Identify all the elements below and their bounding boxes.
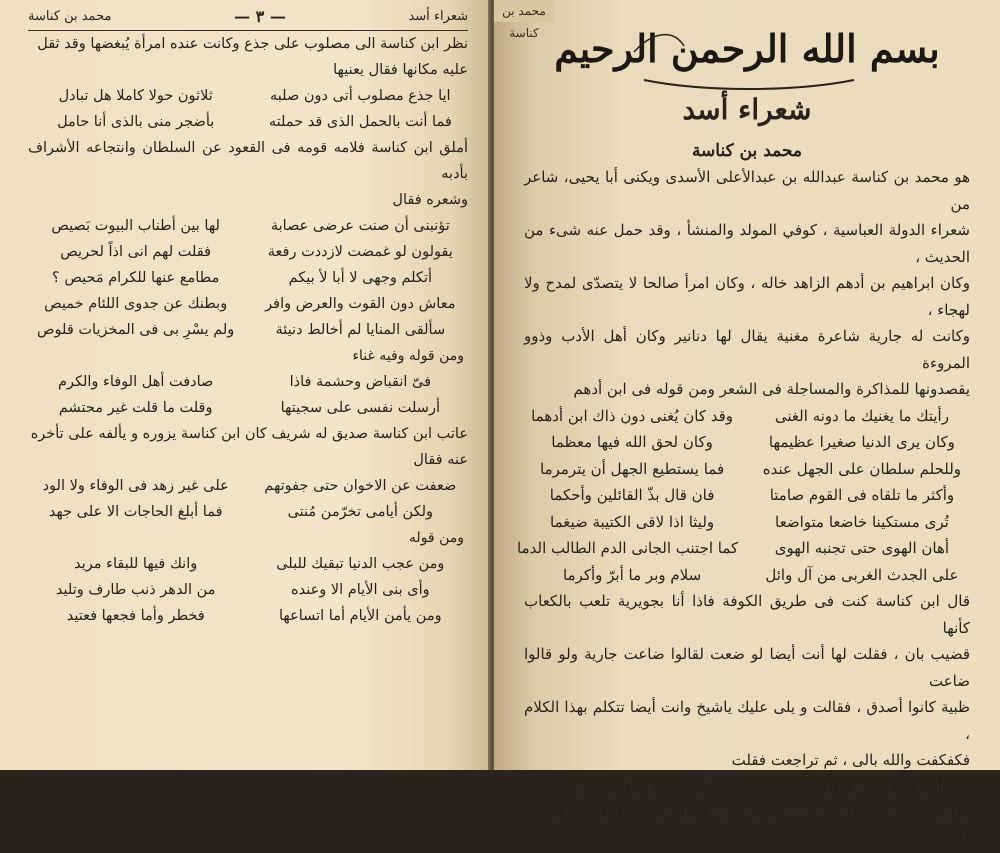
running-header: محمد بن كناسة [494,0,554,22]
basmala-calligraphy [524,22,970,84]
verse-line [28,603,468,629]
verse-first-hemistich: تؤنبنى أن صنت عرضى عصابة [270,218,450,234]
verse-first-hemistich: فىّ انقباض وحشمة فاذا [289,374,432,390]
verse-line [28,317,468,343]
verse-first-hemistich: وكان يرى الدنيا صغيرا عظيمها [768,433,955,451]
verse-first-hemistich: ولكن أيامى تخرّمن مُنتى [287,504,434,520]
verse-line [28,473,468,499]
prose-line: عليه مكانها فقال يعنيها [333,62,468,78]
prose-line: وشعره فقال [392,192,468,208]
verse-second-hemistich: لها بين أطناب البيوت بَصيص [51,218,220,234]
prose-line: نظر ابن كناسة الى مصلوب على جذع وكانت عنده امرأة يُبغضها وقد ثقل [37,36,468,52]
verse-second-hemistich: مطامع عنها للكرام مَحيص ؟ [52,270,220,286]
verse-first-hemistich: وللحلم سلطان على الجهل عنده [762,459,962,478]
verse-line [28,577,468,603]
verse-first-hemistich: رأيتك ما يغنيك ما دونه الغنى [774,406,949,425]
verse-second-hemistich: ولكن تقطعى ولا ريب بى شيخ [539,777,725,796]
prose-line: يقصدونها للمذاكرة والمساجلة فى الشعر ومن قوله فى ابن أدهم [573,380,970,398]
verse-line [524,403,970,430]
prose-line: قضيب بان ، فقلت لها أنت أيضا لو ضعت لقالوا ضاعت جارية ولو قالوا ضاعت [524,645,970,690]
verse-second-hemistich: فما أبلغ الحاجات الا على جهد [48,504,223,520]
verse-second-hemistich: على غير زهد فى الوفاء ولا الود [42,478,229,494]
prose-line: فكفكفت والله بالى ، ثم تراجعت فقلت [731,751,970,769]
verse-second-hemistich: سلام وبر ما أبرّ وأكرما [562,565,702,584]
verse-line [28,499,468,525]
verse-second-hemistich: وبطنك عن جدوى اللئام خميص [44,296,228,312]
verse-intro: ومن قوله [408,530,464,546]
verse-line [28,395,468,421]
prose-line: قال ابن كناسة كنت فى طريق الكوفة فاذا أنا بجويرية تلعب بالكعاب كأنها [524,592,970,637]
verse-first-hemistich: معاش دون القوت والعرض وافر [265,296,456,312]
verse-line [524,774,970,801]
verse-second-hemistich: فخطر وأما فجعها فعتيد [66,608,205,624]
verse-first-hemistich: ايا جذع مصلوب أتى دون صلبه [270,88,451,104]
verse-intro: ومن قوله وفيه غناء [352,348,464,364]
page-header [28,2,468,31]
verse-second-hemistich: وانك فيها للبقاء مريد [74,556,198,572]
verse-first-hemistich: وأكثر ما تلقاه فى القوم صامتا [769,486,955,504]
verse-line [28,109,468,135]
basmala-flourish [524,22,970,92]
verse-line [524,456,970,483]
page-number: — ٣ — [234,6,286,26]
verse-first-hemistich: سألقى المنايا لم أخالط دنيئة [275,322,446,338]
verse-second-hemistich: من الدهر ذنب طارف وتليد [55,582,216,598]
verse-first-hemistich: ومن يأمن الأيام أما اتساعها [279,608,442,624]
verse-line [28,369,468,395]
verse-line [517,535,970,562]
verse-first-hemistich: وأى بنى الأيام الا وعنده [291,582,430,598]
left-body [28,31,468,629]
verse-second-hemistich: وليثا اذا لاقى الكتيبة ضيغما [550,512,715,531]
header-poet-name: محمد بن كناسة [28,8,112,24]
verse-line [28,239,468,265]
prose-line: عاتب ابن كناسة صديق له شريف كان ابن كناسة يزوره و يألفه على تأخره [30,426,468,442]
verse-line [28,291,468,317]
verse-second-hemistich: فما يستطيع الجهل أن يترمرما [540,459,725,478]
header-book-title: شعراء أسد [408,8,468,24]
verse-first-hemistich: ومن عجب الدنيا تبقيك للبلى [276,556,445,572]
verse-line [28,551,468,577]
prose-line: فقالت لى وهى تلعب وتبسمت فما أصنع بك أنا اذاً ؟ فقلت لاشىء وانصرفت [524,804,970,849]
verse-line [524,482,970,509]
verse-first-hemistich: فما أنت بالحمل الذى قد حملته [268,114,452,130]
prose-line: وكانت له جارية شاعرة مغنية يقال لها دنانير وكان أهل الأدب وذوو المروءة [524,327,970,372]
section-title: محمد بن كناسة [691,141,803,161]
verse-line [28,265,468,291]
verse-second-hemistich: فقلت لهم انى اذاً لحريص [60,244,212,260]
verse-line [524,429,970,456]
verse-second-hemistich: وكان لحق الله فيها معظما [551,433,713,451]
verse-line [28,83,468,109]
prose-line: عنه فقال [413,452,468,468]
verse-second-hemistich: وقلت ما قلت غير محتشم [58,400,213,416]
verse-second-hemistich: صادفت أهل الوفاء والكرم [57,374,214,390]
verse-first-hemistich: على الجدث الغربى من آل وائل [765,565,959,584]
verse-second-hemistich: ولم يسْرِ بى فى المخزيات قلوص [37,322,235,338]
verse-first-hemistich: أهان الهوى حتى تجنبه الهوى [774,539,950,557]
verse-second-hemistich: كما اجتنب الجانى الدم الطالب الدما [517,539,739,557]
right-page [494,0,1000,849]
chapter-title: شعراء أسد [682,93,812,126]
verse-first-hemistich: أرسلت نفسى على سجيتها [280,400,440,416]
verse-line [524,562,970,589]
verse-first-hemistich: يقولون لو غمضت لازددت رفعة [267,244,453,260]
prose-line: أملق ابن كناسة فلامه قومه فى القعود عن السلطان وانتجاعه الأشراف بأدبه [28,140,468,182]
prose-line: وكان ابراهيم بن أدهم الزاهد خاله ، وكان امرأ صالحا لا يتصدّى لمدح ولا لهجاء ، [524,274,970,319]
verse-first-hemistich: ضعفت عن الاخوان حتى جفوتهم [264,478,457,494]
prose-line: شعراء الدولة العباسية ، كوفي المولد والمنشأ ، وقد حمل عنه شىء من الحديث ، [524,221,970,266]
prose-line: ظبية كانوا أصدق ، فقالت و يلى عليك ياشيخ وانت أيضا تتكلم بهذا الكلام ، [524,698,970,743]
left-page [0,0,490,770]
verse-second-hemistich: بأضجر منى بالذى أنا حامل [57,114,215,130]
verse-second-hemistich: ثلاثون حولا كاملا هل تبادل [58,88,213,104]
right-body [517,164,970,853]
verse-first-hemistich: وانى لحلو مخبرى ان خبرتنى [774,777,950,796]
verse-first-hemistich: أتكلم وجهى لا أبا لأ بيكم [288,270,433,286]
verse-first-hemistich: تُرى مستكينا خاضعا متواضعا [775,512,949,531]
verse-line [28,213,468,239]
basmala-text: بسم الله الرحمن الرحيم [554,26,940,71]
prose-line: هو محمد بن كناسة عبدالله بن عبدالأعلى الأسدى ويكنى أبا يحيى، شاعر من [524,168,970,213]
verse-second-hemistich: وقد كان يُغنى دون ذاك ابن أدهما [531,406,734,425]
verse-line [524,509,970,536]
verse-second-hemistich: فان قال بذّ القائلين وأحكما [549,486,715,504]
